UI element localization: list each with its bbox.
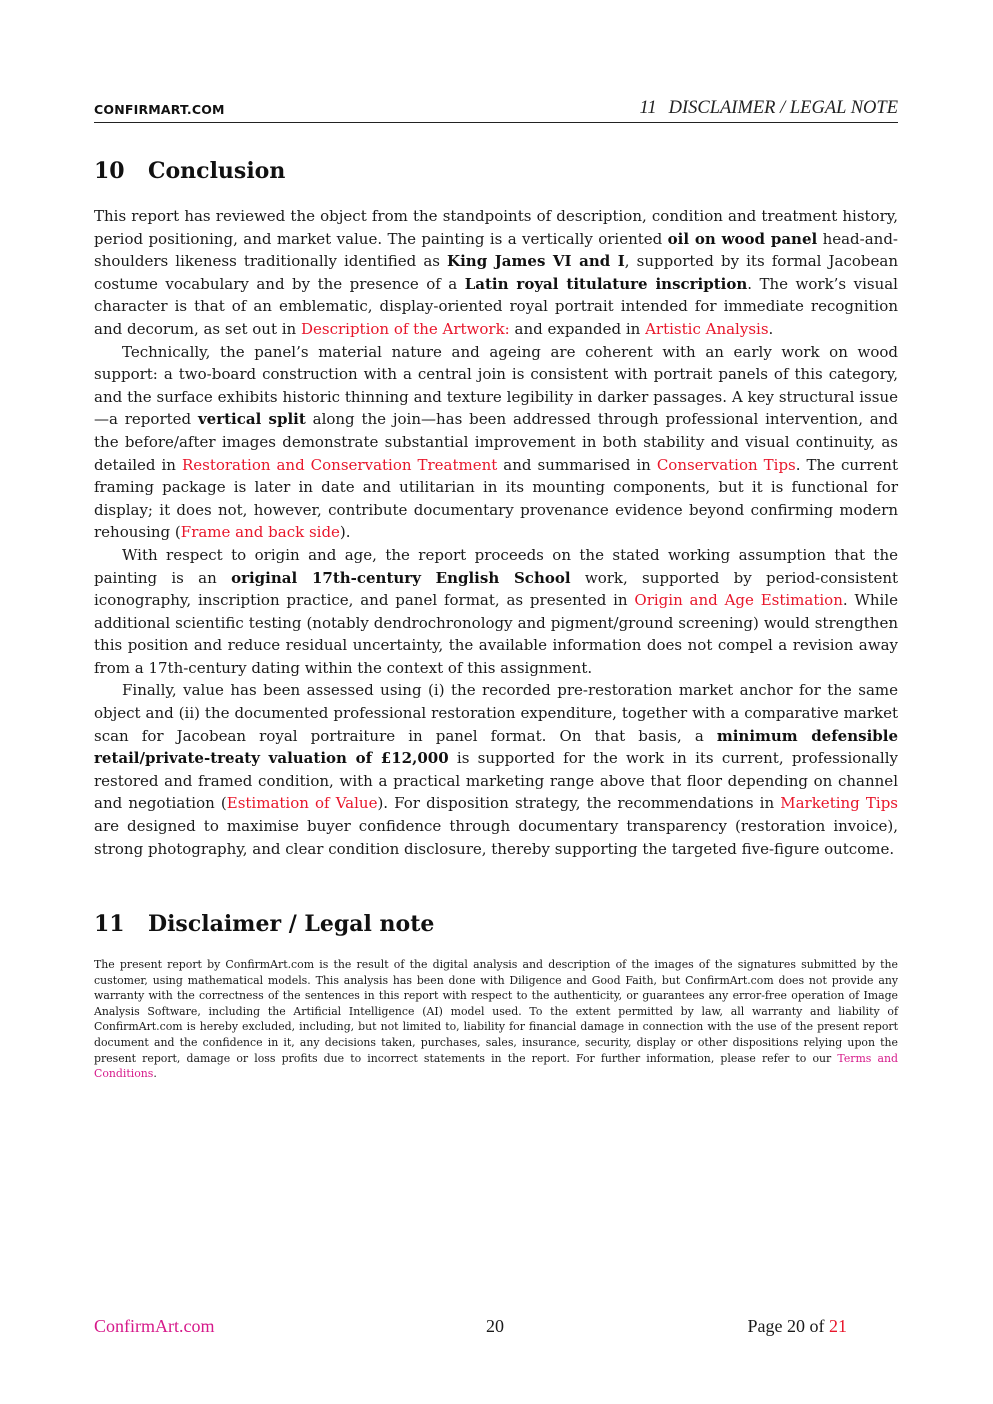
conclusion-paragraph-3 (94, 544, 898, 680)
text-run: and summarised in (497, 455, 657, 474)
text-run: Technically, the panel’s material nature and ageing are coherent with an early work on wood support: a two-board construction with a central join is consistent with portrait panels of this category, and the surface exhibits historic thinning and texture legibility in darker passages. A key structural issue—a reported (94, 342, 898, 429)
bold-run: oil on wood panel (667, 229, 818, 248)
link-estimation-of-value[interactable]: Estimation of Value (226, 794, 378, 813)
conclusion-paragraph-1 (94, 205, 898, 341)
bold-run: minimum defensible retail/private-treaty valuation of £12,000 (94, 726, 899, 768)
section-10-title: Conclusion (148, 158, 286, 184)
link-origin-and-age[interactable]: Origin and Age Estimation (634, 591, 843, 610)
link-restoration-treatment[interactable]: Restoration and Conservation Treatment (181, 455, 498, 474)
link-artistic-analysis[interactable]: Artistic Analysis (645, 319, 769, 338)
text-run: head-and-shoulders likeness traditionally identified as (94, 229, 899, 271)
text-run: . The work’s visual character is that of an emblematic, display-oriented royal portrait intended for immediate recognition and decorum, as set out in (94, 274, 898, 338)
footer-page-count (748, 1316, 847, 1337)
text-run: . While additional scientific testing (notably dendrochronology and pigment/ground screening) would strengthen this position and reduce residual uncertainty, the available information does not compel a revision away from a 17th-century dating within the context of this assignment. (94, 591, 898, 677)
section-10-heading (94, 158, 285, 184)
conclusion-body (94, 205, 898, 860)
text-run: . (153, 1067, 157, 1081)
text-run: With respect to origin and age, the report proceeds on the stated working assumption that the painting is an (94, 545, 898, 587)
text-run: The present report by ConfirmArt.com is the result of the digital analysis and description of the images of the signatures submitted by the customer, using mathematical models. This analysis has been done with Diligence and Good Faith, but ConfirmArt.com does not provide any warranty with the correctness of the sentences in this report with respect to the authenticity, or guarantees any error-free operation of Image Analysis Software, including the Artificial Intelligence (AI) model used. To the extent permitted by law, all warranty and liability of ConfirmArt.com is hereby excluded, including, but not limited to, liability for financial damage in connection with the use of the present report document and the confidence in it, any decisions taken, purchases, sales, insurance, security, display or other dispositions relying upon the present report, damage or loss profits due to incorrect statements in the report. For further information, please refer to our (94, 958, 898, 1065)
text-run: work, supported by period-consistent iconography, inscription practice, and panel format, as presented in (94, 568, 899, 610)
text-run: Finally, value has been assessed using (i) the recorded pre-restoration market anchor for the same object and (ii) the documented professional restoration expenditure, together with a comparative market scan for Jacobean royal portraiture in panel format. On that basis, a (94, 681, 898, 745)
link-terms-and-conditions[interactable]: Terms and Conditions (94, 1051, 898, 1081)
section-10-number: 10 (94, 158, 125, 184)
text-run: ). For disposition strategy, the recommendations in (377, 794, 781, 813)
text-run: This report has reviewed the object from the standpoints of description, condition and treatment history, period positioning, and market value. The painting is a vertically oriented (94, 207, 898, 248)
page-header (94, 98, 898, 123)
link-conservation-tips[interactable]: Conservation Tips (656, 455, 796, 474)
text-run: ). (339, 523, 351, 542)
link-marketing-tips[interactable]: Marketing Tips (780, 794, 898, 813)
confirmart-logo: CONFIRMART.COM (94, 102, 225, 117)
text-run: . The current framing package is later in date and utilitarian in its mounting components, but it is functional for display; it does not, however, contribute documentary provenance evidence beyond confirming modern rehousing ( (94, 455, 898, 542)
section-11-heading (94, 911, 434, 937)
running-head (639, 98, 898, 119)
text-run: , supported by its formal Jacobean costume vocabulary and by the presence of a (94, 252, 899, 293)
running-head-title: DISCLAIMER / LEGAL NOTE (668, 98, 898, 118)
conclusion-paragraph-2 (94, 341, 898, 544)
link-frame-and-back-side[interactable]: Frame and back side (180, 523, 340, 542)
footer-site-link[interactable]: ConfirmArt.com (94, 1316, 215, 1336)
text-run: and expanded in (509, 319, 646, 338)
text-run: . (768, 319, 774, 338)
section-11-title: Disclaimer / Legal note (148, 911, 435, 937)
footer-page-number: 20 (486, 1316, 504, 1336)
bold-run: King James VI and I (447, 252, 625, 271)
section-11-number: 11 (94, 911, 125, 937)
text-run: are designed to maximise buyer confidence through documentary transparency (restoration invoice), strong photography, and clear condition disclosure, thereby supporting the targeted five-figure outcome. (94, 817, 898, 858)
running-head-number: 11 (639, 98, 657, 118)
disclaimer-paragraph (94, 957, 898, 1082)
link-description-of-artwork[interactable]: Description of the Artwork: (300, 319, 510, 338)
disclaimer-body (94, 957, 898, 1082)
bold-run: original 17th-century English School (231, 568, 571, 587)
conclusion-paragraph-4 (94, 679, 898, 860)
bold-run: Latin royal titulature inscription (464, 274, 748, 293)
bold-run: vertical split (197, 410, 306, 429)
link-last-page[interactable]: 21 (829, 1316, 847, 1336)
page-count-label: Page 20 of (747, 1316, 829, 1336)
text-run: along the join—has been addressed through professional intervention, and the before/after images demonstrate substantial improvement in both stability and visual continuity, as detailed in (94, 410, 898, 474)
text-run: is supported for the work in its current, professionally restored and framed condition, with a practical marketing range above that floor depending on channel and negotiation ( (94, 749, 898, 813)
